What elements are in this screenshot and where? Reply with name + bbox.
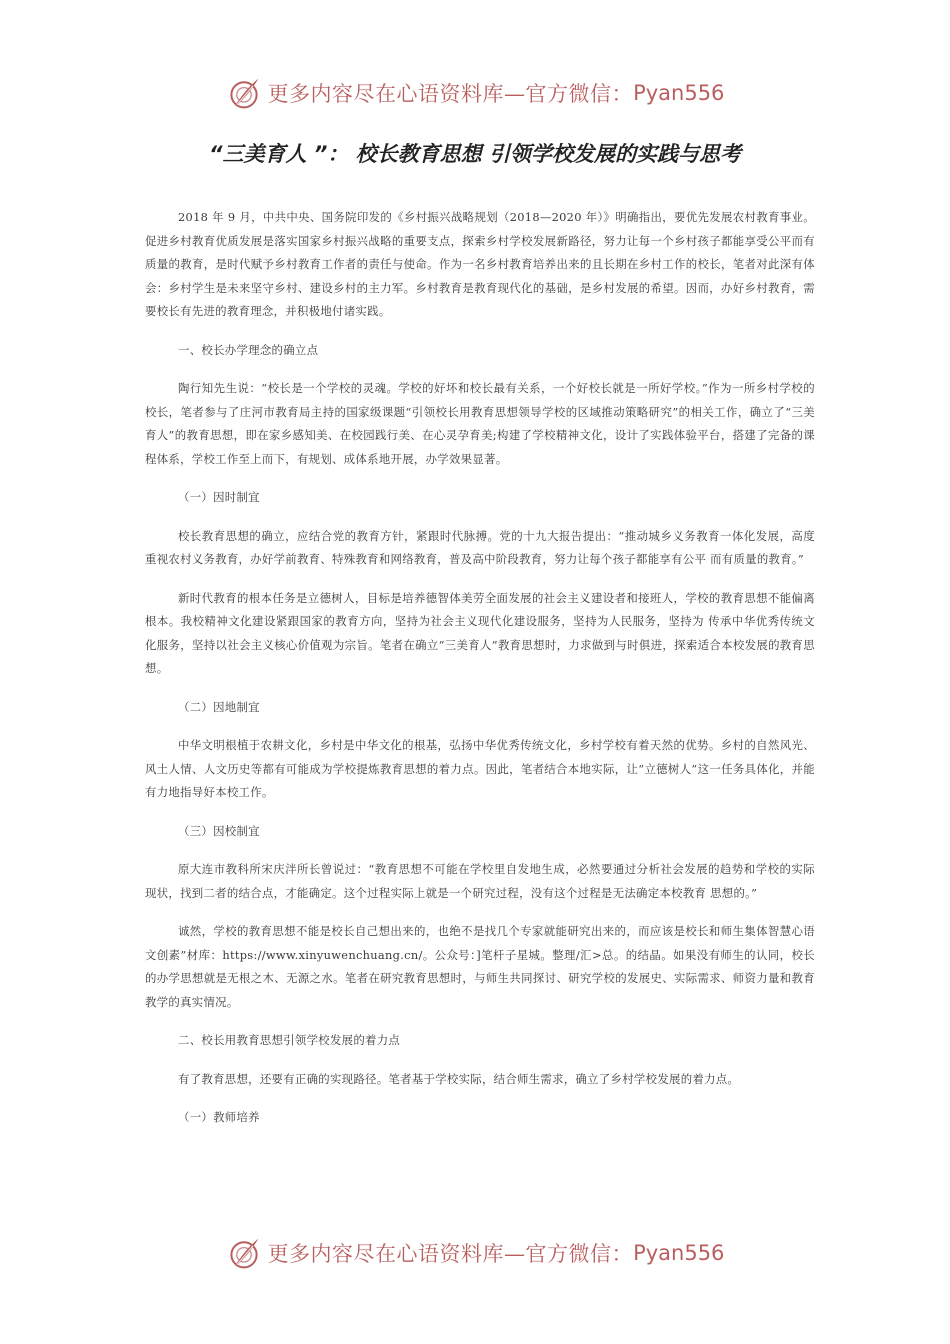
paragraph: 诚然，学校的教育思想不能是校长自己想出来的，也绝不是找几个专家就能研究出来的，而应该是校长和师生集体智慧心语文创素”材库：https://www.xinyuwenchuang.cn/。公众号：]笔杆子星城。整理/汇>总。的结晶。如果没有师生的认同，校长的办学思想就是无根之木、无源之水。笔者在研究教育思想时，与师生共同探讨、研究学校的发展史、实际需求、师资力量和教育教学的真实情况。 bbox=[145, 924, 815, 1009]
paragraph: 陶行知先生说：“校长是一个学校的灵魂。学校的好坏和校长最有关系，一个好校长就是一所好学校。”作为一所乡村学校的校长，笔者参与了庄河市教育局主持的国家级课题“引领校长用教育思想领导学校的区域推动策略研究”的相关工作，确立了“三美育人”的教育思想，即在家乡感知美、在校园践行美、在心灵孕育美;构建了学校精神文化，设计了实践体验平台，搭建了完备的课程体系，学校工作至上而下，有规划、成体系地开展，办学效果显著。 bbox=[145, 381, 815, 466]
quill-logo-icon bbox=[226, 1235, 262, 1271]
subsection-heading: （三）因校制宜 bbox=[178, 823, 260, 838]
subsection-heading: （一）因时制宜 bbox=[178, 490, 260, 504]
subsection-heading: （二）因地制宜 bbox=[178, 699, 260, 714]
banner-wechat-id: Pyan556 bbox=[633, 1241, 725, 1265]
banner-text: 更多内容尽在心语资料库—官方微信： bbox=[267, 82, 634, 106]
paragraph: 新时代教育的根本任务是立德树人，目标是培养德智体美劳全面发展的社会主义建设者和接班人，学校的教育思想不能偏离根本。我校精神文化建设紧跟国家的教育方向，坚持为社会主义现代化建设服务，坚持为人民服务，坚持为 传承中华优秀传统文化服务，坚持以社会主义核心价值观为宗旨。笔者在确立“三美育人”教育思想时，力求做到与时俱进，探索适合本校发展的教育思想。 bbox=[145, 590, 815, 675]
paragraph: 中华文明根植于农耕文化，乡村是中华文化的根基，弘扬中华优秀传统文化，乡村学校有着天然的优势。乡村的自然风光、风土人情、人文历史等都有可能成为学校提炼教育思想的着力点。因此，笔者结合本地实际，让“立德树人”这一任务具体化，并能有力地指导好本校工作。 bbox=[145, 738, 815, 799]
paragraph: 2018 年 9 月，中共中央、国务院印发的《乡村振兴战略规划（2018—2020 年）》明确指出，要优先发展农村教育事业。促进乡村教育优质发展是落实国家乡村振兴战略的重要支点，探索乡村学校发展新路径，努力让每一个乡村孩子都能享受公平而有质量的教育，是时代赋予乡村教育工作者的责任与使命。作为一名乡村教育培养出来的且长期在乡村工作的校长，笔者对此深有体会：乡村学生是未来坚守乡村、建设乡村的主力军。乡村教育是教育现代化的基础，是乡村发展的希望。因而，办好乡村教育，需要校长有先进的教育理念，并积极地付诸实践。 bbox=[145, 210, 815, 318]
article-body bbox=[145, 206, 815, 1130]
subsection-heading: （一）教师培养 bbox=[178, 1110, 260, 1124]
paragraph: 原大连市教科所宋庆泮所长曾说过：“教育思想不可能在学校里自发地生成，必然要通过分析社会发展的趋势和学校的实际现状，找到二者的结合点，才能确定。这个过程实际上就是一个研究过程，没有这个过程是无法确定本校教育 思想的。” bbox=[145, 862, 815, 900]
banner-text: 更多内容尽在心语资料库—官方微信： bbox=[267, 1242, 634, 1266]
banner-wechat-id: Pyan556 bbox=[633, 81, 725, 105]
quill-logo-icon bbox=[226, 75, 262, 111]
section-heading: 二、校长用教育思想引领学校发展的着力点 bbox=[178, 1033, 401, 1047]
header-banner bbox=[0, 73, 950, 113]
footer-banner bbox=[0, 1233, 950, 1273]
section-heading: 一、校长办学理念的确立点 bbox=[178, 342, 319, 357]
paragraph: 有了教育思想，还要有正确的实现路径。笔者基于学校实际，结合师生需求，确立了乡村学校发展的着力点。 bbox=[178, 1071, 740, 1086]
article-title: “三美育人 ”： 校长教育思想 引领学校发展的实践与思考 bbox=[209, 142, 741, 166]
paragraph: 校长教育思想的确立，应结合党的教育方针，紧跟时代脉搏。党的十九大报告提出：“推动城乡义务教育一体化发展，高度重视农村义务教育，办好学前教育、特殊教育和网络教育，普及高中阶段教育，努力让每个孩子都能享有公平 而有质量的教育。” bbox=[145, 528, 815, 566]
